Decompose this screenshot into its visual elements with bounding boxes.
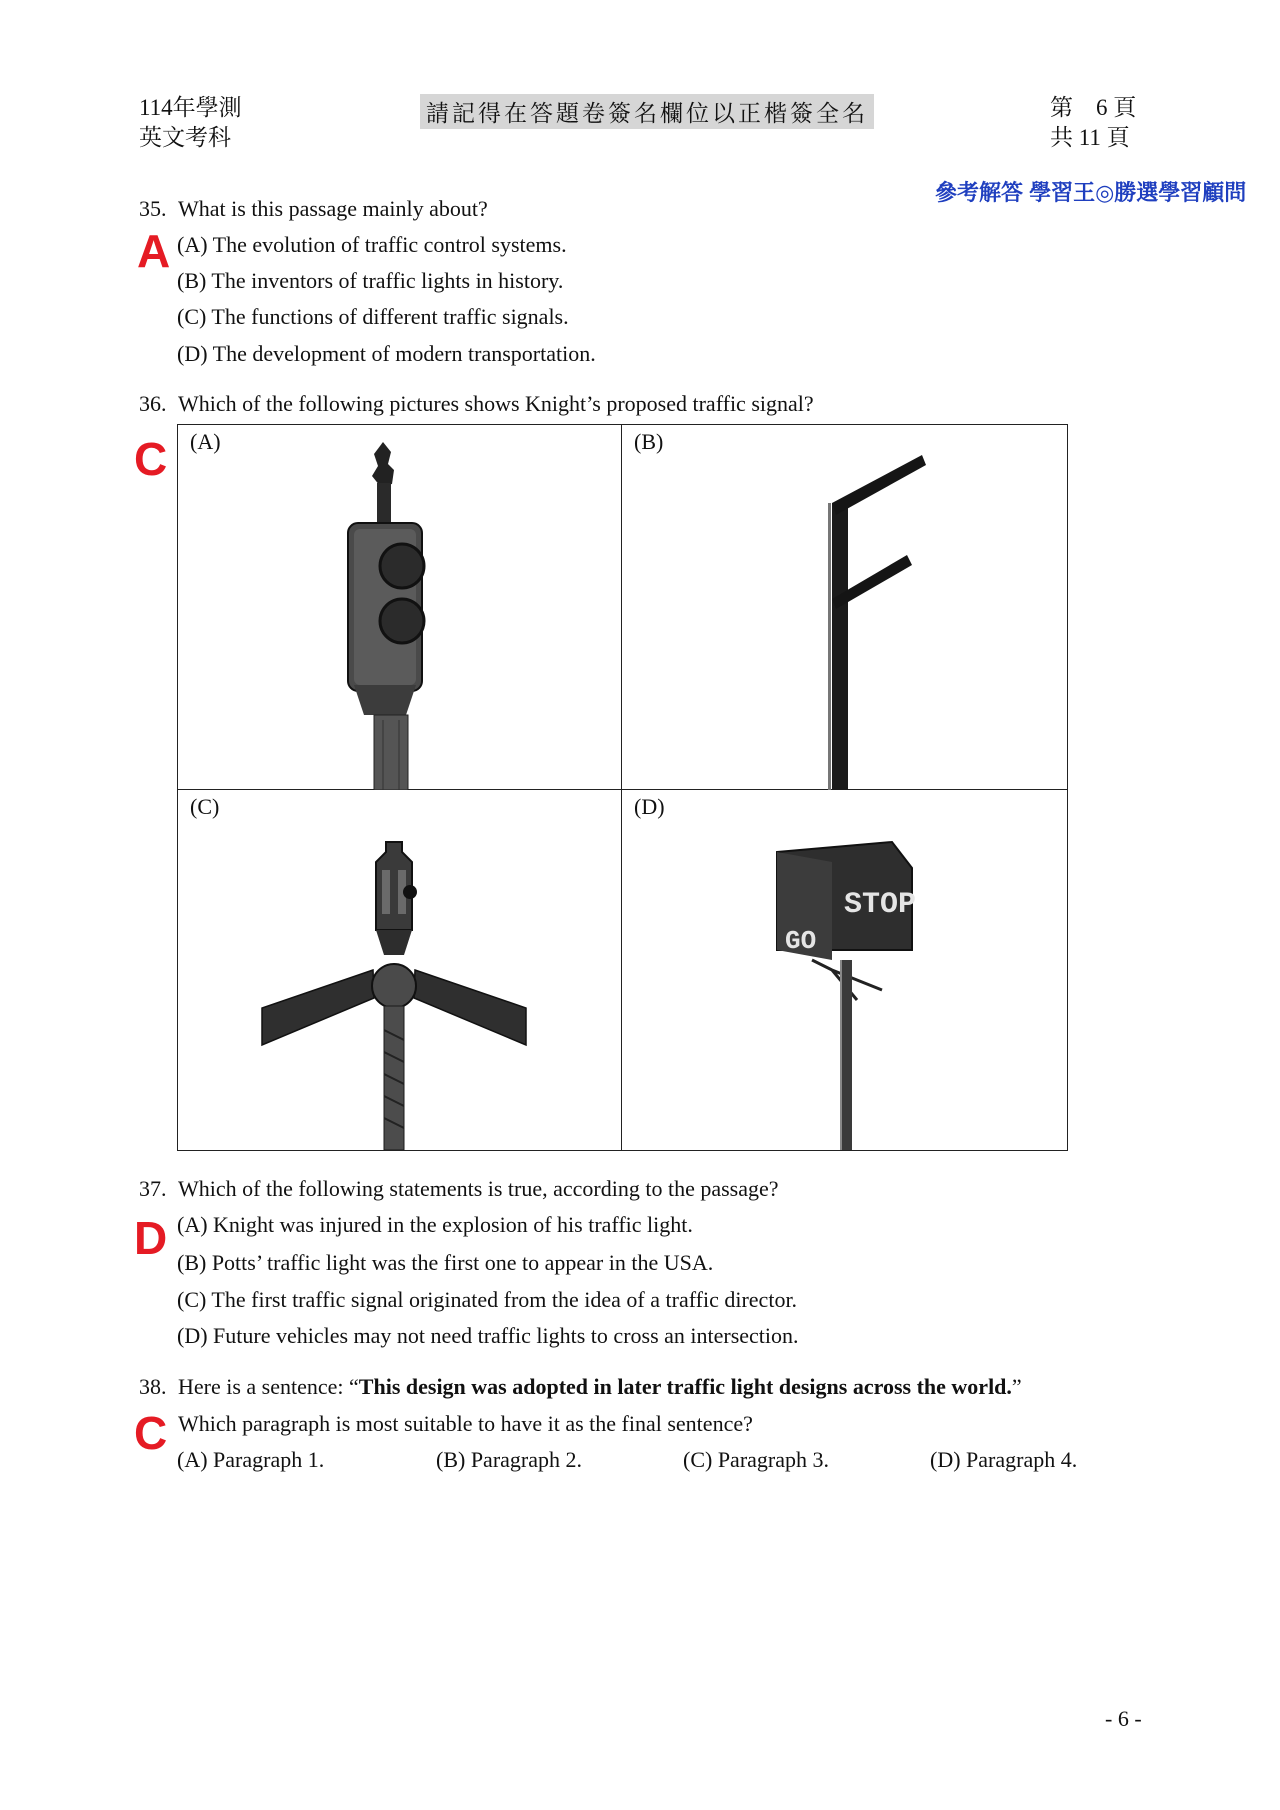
question-35-option-a: (A) The evolution of traffic control systems. <box>177 232 567 257</box>
question-37-stem: Which of the following statements is true, according to the passage? <box>178 1176 779 1201</box>
stop-sign-text: STOP <box>844 888 917 922</box>
question-36-stem: Which of the following pictures shows Knight’s proposed traffic signal? <box>178 391 814 416</box>
question-38-option-b: (B) Paragraph 2. <box>436 1447 583 1472</box>
semaphore-arm-signal-picture <box>622 425 1067 790</box>
picture-b-label: (B) <box>634 429 664 454</box>
picture-d-label: (D) <box>634 794 665 819</box>
picture-a-cell <box>178 425 622 790</box>
answer-credit: 參考解答 學習王◎勝選學習顧問 <box>935 180 1247 205</box>
exam-year: 114年學測 <box>139 95 242 120</box>
question-37-option-b: (B) Potts’ traffic light was the first one to appear in the USA. <box>177 1250 714 1275</box>
picture-c-cell <box>178 790 622 1150</box>
question-38-stem-line2: Which paragraph is most suitable to have it as the final sentence? <box>178 1411 753 1436</box>
question-37-answer-mark: D <box>134 1212 168 1264</box>
question-35-answer-mark: A <box>137 225 171 277</box>
question-38-number: 38. <box>139 1374 167 1399</box>
question-38-stem-prefix: Here is a sentence: “ <box>178 1374 359 1399</box>
picture-d-cell <box>622 790 1067 1150</box>
page-number: - 6 - <box>1105 1706 1142 1731</box>
question-38-answer-mark: C <box>134 1407 168 1459</box>
picture-a-label: (A) <box>190 429 221 454</box>
subject-label: 英文考科 <box>139 125 231 150</box>
ornate-two-lamp-signal-picture <box>178 425 622 790</box>
stop-go-box-signal-picture <box>622 790 1067 1150</box>
question-38-stem <box>178 1374 1022 1400</box>
question-38-option-d: (D) Paragraph 4. <box>930 1447 1078 1472</box>
question-35-stem: What is this passage mainly about? <box>178 196 488 221</box>
question-35-number: 35. <box>139 196 167 221</box>
question-37-number: 37. <box>139 1176 167 1201</box>
question-36-number: 36. <box>139 391 167 416</box>
picture-grid <box>177 424 1068 1151</box>
question-37-option-a: (A) Knight was injured in the explosion of his traffic light. <box>177 1212 693 1237</box>
total-pages-label: 共 11 頁 <box>1050 125 1130 150</box>
question-35-option-d: (D) The development of modern transportation. <box>177 341 596 366</box>
question-38-stem-suffix: ” <box>1011 1374 1022 1399</box>
question-38-option-c: (C) Paragraph 3. <box>683 1447 830 1472</box>
question-38-target-sentence: This design was adopted in later traffic light designs across the world. <box>358 1374 1012 1399</box>
question-36-answer-mark: C <box>134 433 168 485</box>
picture-c-label: (C) <box>190 794 220 819</box>
question-35-option-b: (B) The inventors of traffic lights in history. <box>177 268 564 293</box>
question-37-option-d: (D) Future vehicles may not need traffic lights to cross an intersection. <box>177 1323 799 1348</box>
question-37-option-c: (C) The first traffic signal originated from the idea of a traffic director. <box>177 1287 798 1312</box>
signature-reminder-banner: 請記得在答題卷簽名欄位以正楷簽全名 <box>420 94 874 129</box>
question-38-option-a: (A) Paragraph 1. <box>177 1447 325 1472</box>
knight-semaphore-lamp-picture <box>178 790 622 1150</box>
go-sign-text: GO <box>785 926 817 956</box>
page-label: 第 6 頁 <box>1050 95 1137 120</box>
picture-b-cell <box>622 425 1067 790</box>
question-35-option-c: (C) The functions of different traffic signals. <box>177 304 569 329</box>
